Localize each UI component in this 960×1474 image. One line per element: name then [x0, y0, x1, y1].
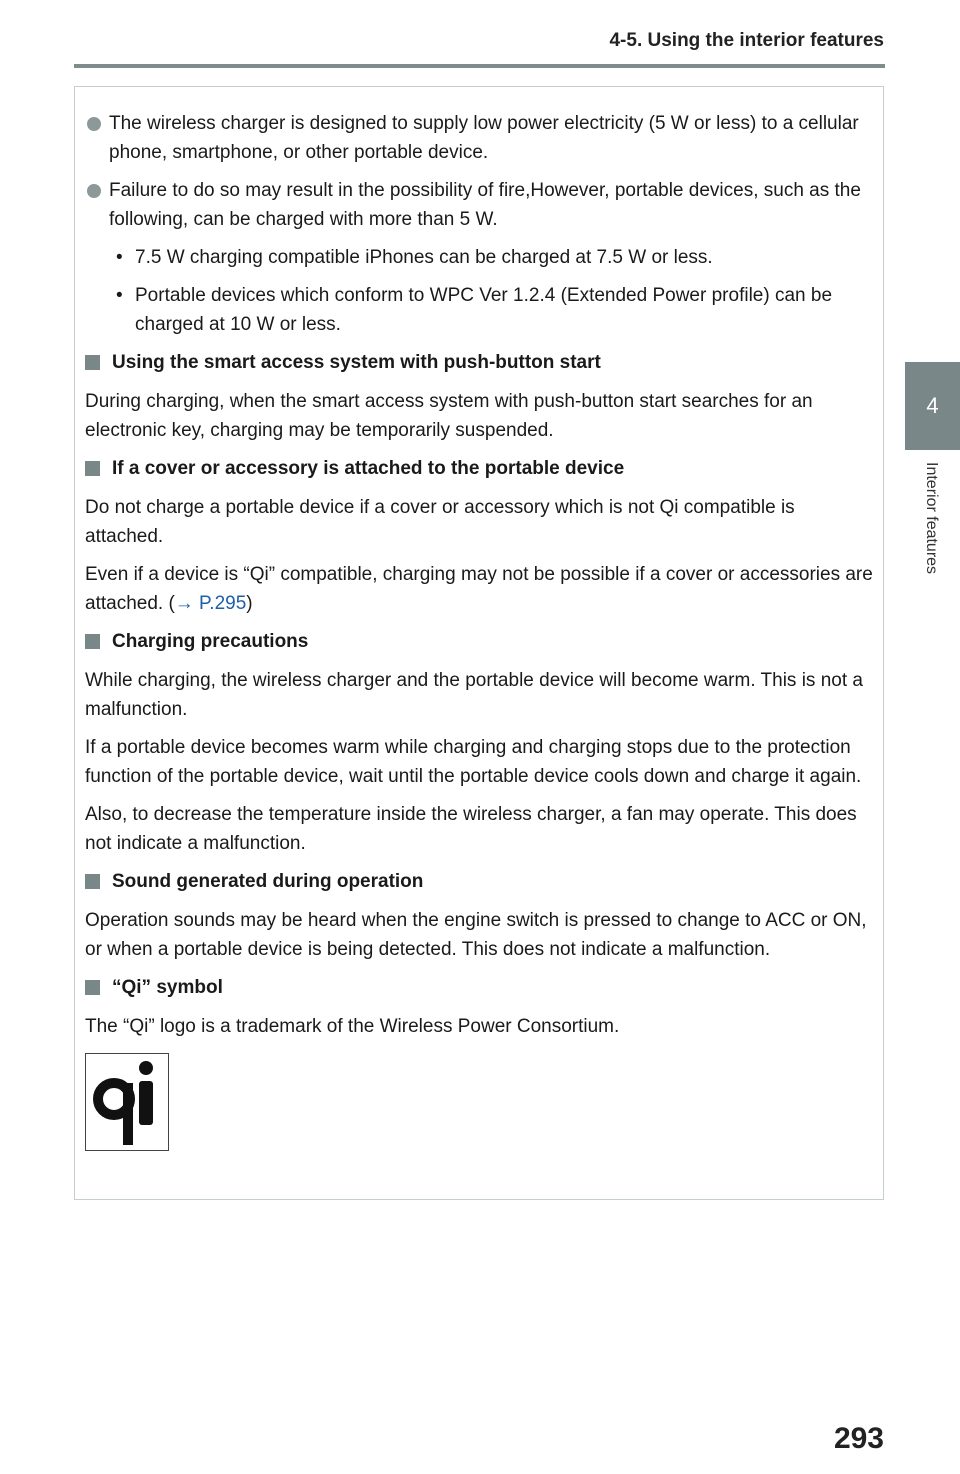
- heading-square-icon: [85, 461, 100, 476]
- section-heading-qi: [85, 973, 875, 1002]
- section-heading-sound: [85, 867, 875, 896]
- heading-square-icon: [85, 634, 100, 649]
- qi-logo: [85, 1053, 169, 1151]
- sub-bullet-icon: •: [116, 285, 123, 306]
- heading-text: If a cover or accessory is attached to the portable device: [112, 458, 625, 479]
- bullet-dot-icon: [87, 184, 101, 198]
- paragraph: Do not charge a portable device if a cover or accessory which is not Qi compatible is attached.: [85, 497, 795, 547]
- heading-text: “Qi” symbol: [112, 977, 223, 998]
- sub-bullet-item: [85, 243, 875, 272]
- paragraph-text: Even if a device is “Qi” compatible, charging may not be possible if a cover or accessories are attached. (: [85, 564, 873, 614]
- page-number: 293: [833, 1422, 884, 1455]
- bullet-item: [85, 176, 875, 234]
- section-heading-smart-access: [85, 348, 875, 377]
- chapter-label: Interior features: [923, 462, 940, 575]
- section-heading-cover: [85, 454, 875, 483]
- section-heading-precautions: [85, 627, 875, 656]
- header-divider: [74, 64, 885, 68]
- chapter-tab[interactable]: [905, 362, 960, 450]
- heading-square-icon: [85, 980, 100, 995]
- bullet-text: The wireless charger is designed to supply low power electricity (5 W or less) to a cellular phone, smartphone, or other portable device.: [109, 113, 859, 163]
- paragraph: The “Qi” logo is a trademark of the Wireless Power Consortium.: [85, 1016, 620, 1037]
- sub-bullet-icon: •: [116, 247, 123, 268]
- paragraph: Also, to decrease the temperature inside the wireless charger, a fan may operate. This does not indicate a malfunction.: [85, 804, 857, 854]
- paragraph: [85, 560, 875, 618]
- qi-logo-icon: [92, 1059, 162, 1145]
- paragraph: During charging, when the smart access system with push-button start searches for an electronic key, charging may be temporarily suspended.: [85, 391, 813, 441]
- heading-text: Using the smart access system with push-button start: [112, 352, 601, 373]
- bullet-dot-icon: [87, 117, 101, 131]
- sub-bullet-item: [85, 281, 875, 339]
- section-title: 4-5. Using the interior features: [609, 30, 884, 51]
- bullet-text: Failure to do so may result in the possibility of fire,However, portable devices, such as the following, can be charged with more than 5 W.: [109, 180, 861, 230]
- sub-bullet-text: 7.5 W charging compatible iPhones can be charged at 7.5 W or less.: [135, 247, 713, 268]
- paragraph-text: ): [246, 593, 253, 614]
- heading-text: Charging precautions: [112, 631, 309, 652]
- bullet-item: [85, 109, 875, 167]
- paragraph: If a portable device becomes warm while charging and charging stops due to the protection function of the portable device, wait until the portable device cools down and charge it again.: [85, 737, 862, 787]
- paragraph: Operation sounds may be heard when the engine switch is pressed to change to ACC or ON, or when a portable device is being detected. This does not indicate a malfunction.: [85, 910, 867, 960]
- page-reference-link[interactable]: → P.295: [174, 593, 247, 614]
- heading-text: Sound generated during operation: [112, 871, 424, 892]
- heading-square-icon: [85, 874, 100, 889]
- content-panel: [74, 86, 884, 1200]
- sub-bullet-text: Portable devices which conform to WPC Ver 1.2.4 (Extended Power profile) can be charged at 10 W or less.: [135, 285, 833, 335]
- paragraph: While charging, the wireless charger and the portable device will become warm. This is not a malfunction.: [85, 670, 863, 720]
- heading-square-icon: [85, 355, 100, 370]
- chapter-number: 4: [926, 393, 939, 418]
